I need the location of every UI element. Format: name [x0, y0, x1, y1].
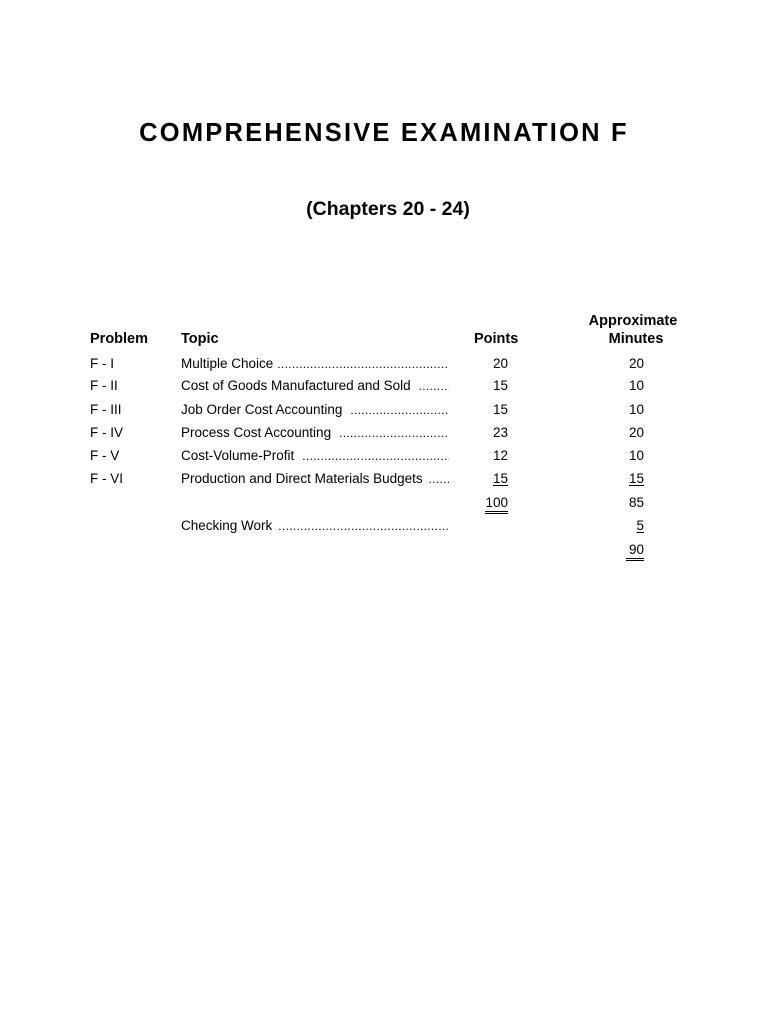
topic-cell [181, 446, 449, 466]
topic-label: Job Order Cost Accounting [181, 402, 343, 417]
dot-leader [350, 400, 449, 420]
table-row [0, 354, 768, 374]
exam-title: COMPREHENSIVE EXAMINATION F [139, 119, 629, 147]
topic-cell [181, 400, 449, 420]
points-value: 12 [492, 448, 508, 463]
problem-id: F - I [90, 356, 114, 371]
points-value: 15 [492, 378, 508, 393]
minutes-double-underlined: 90 [626, 542, 644, 561]
minutes-subtotal: 85 [628, 495, 644, 510]
points-double-underlined: 100 [485, 495, 508, 514]
minutes-value [627, 516, 644, 536]
minutes-underlined: 15 [628, 471, 644, 486]
subtotal-row [0, 493, 768, 513]
exam-subtitle: (Chapters 20 - 24) [306, 198, 470, 220]
table-row [0, 400, 768, 420]
table-row [0, 423, 768, 443]
minutes-value: 20 [628, 425, 644, 440]
topic-label: Cost of Goods Manufactured and Sold [181, 378, 411, 393]
header-problem: Problem [90, 331, 149, 347]
points-subtotal [485, 493, 508, 513]
points-value: 15 [492, 402, 508, 417]
points-underlined: 15 [492, 471, 508, 486]
topic-label: Process Cost Accounting [181, 425, 332, 440]
topic-cell [181, 469, 449, 489]
minutes-total [626, 540, 644, 560]
minutes-value: 10 [628, 448, 644, 463]
table-row [0, 446, 768, 466]
dot-leader [278, 516, 449, 536]
minutes-underlined: 5 [636, 518, 644, 533]
topic-cell [181, 516, 449, 536]
points-value: 20 [492, 356, 508, 371]
dot-leader [339, 423, 449, 443]
table-row [0, 469, 768, 489]
topic-label: Cost-Volume-Profit [181, 448, 295, 463]
table-row [0, 376, 768, 396]
dot-leader [277, 354, 449, 374]
minutes-value: 10 [628, 378, 644, 393]
minutes-value: 10 [628, 402, 644, 417]
topic-label: Multiple Choice [181, 356, 274, 371]
dot-leader [419, 376, 449, 396]
problem-id: F - VI [90, 471, 123, 486]
header-minutes: Minutes [608, 331, 664, 347]
problem-id: F - V [90, 448, 120, 463]
header-topic: Topic [181, 331, 219, 347]
topic-label: Production and Direct Materials Budgets [181, 471, 423, 486]
minutes-value: 20 [628, 356, 644, 371]
points-value [486, 469, 508, 489]
header-points: Points [474, 331, 519, 347]
checking-row [0, 516, 768, 536]
problem-id: F - III [90, 402, 122, 417]
topic-cell [181, 376, 449, 396]
points-value: 23 [492, 425, 508, 440]
topic-cell [181, 423, 449, 443]
topic-cell [181, 354, 449, 374]
problem-id: F - II [90, 378, 118, 393]
problem-id: F - IV [90, 425, 123, 440]
dot-leader [429, 469, 449, 489]
minutes-value [629, 469, 644, 489]
header-approximate: Approximate [588, 313, 678, 329]
topic-label: Checking Work [181, 518, 273, 533]
dot-leader [302, 446, 449, 466]
total-row [0, 540, 768, 560]
